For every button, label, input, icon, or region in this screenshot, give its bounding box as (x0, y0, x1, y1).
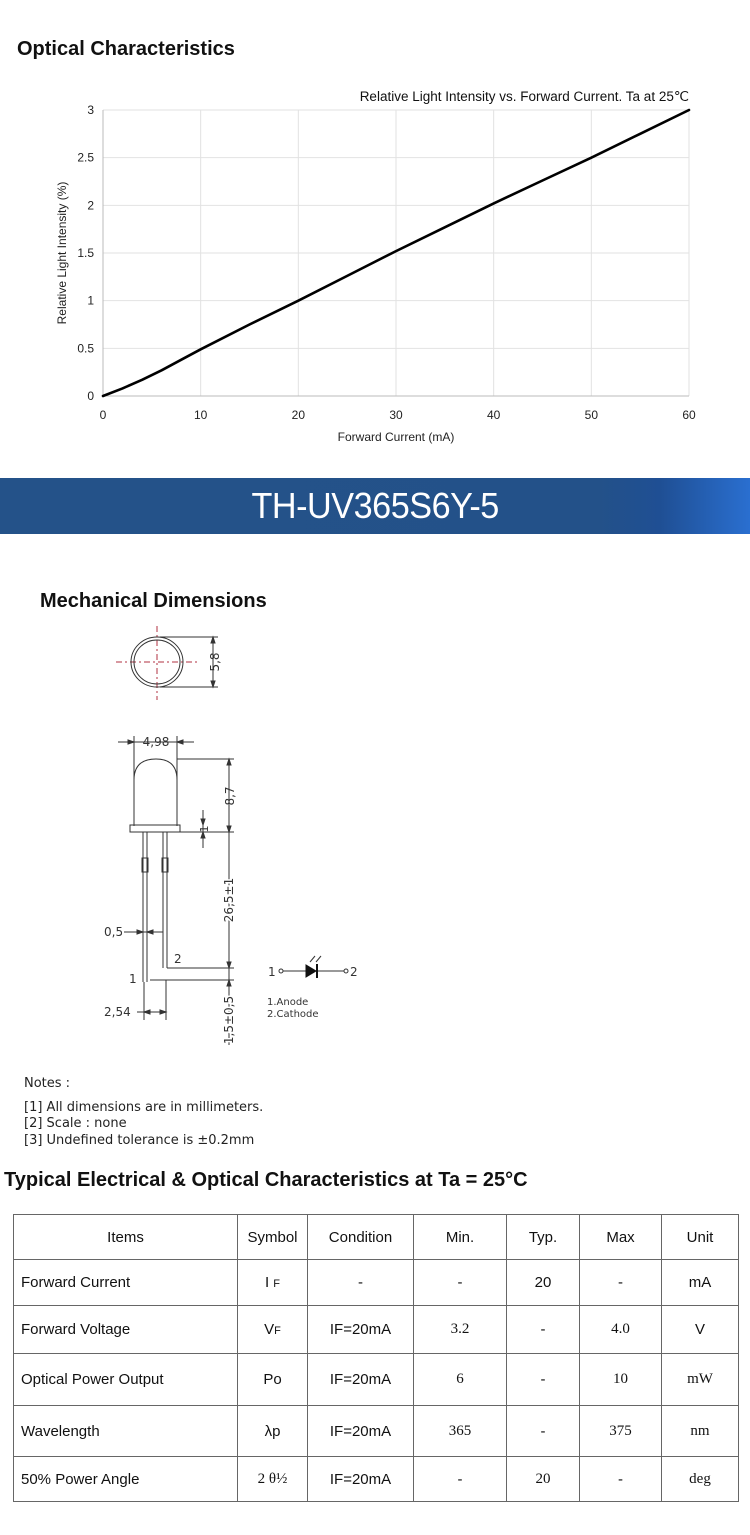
cell-condition: IF=20mA (308, 1406, 414, 1457)
cell-symbol (238, 1406, 308, 1457)
dim-lead-width: 0,5 (104, 925, 124, 939)
dim-top-diameter: 5,8 (208, 652, 222, 672)
y-tick-label: 1.5 (77, 246, 94, 260)
table-row (14, 1354, 739, 1406)
dim-body-width: 4,98 (142, 735, 170, 749)
cell-symbol (238, 1457, 308, 1502)
table-row (14, 1306, 739, 1354)
cell-condition: IF=20mA (308, 1306, 414, 1354)
header-symbol: Symbol (238, 1215, 308, 1260)
table-row (14, 1457, 739, 1502)
model-banner (0, 478, 750, 534)
table-row (14, 1260, 739, 1306)
cell-condition: - (308, 1260, 414, 1306)
mechanical-dimensions-title: Mechanical Dimensions (40, 590, 267, 612)
cell-max: - (580, 1457, 662, 1502)
symbol-subscript: o (273, 1371, 282, 1388)
header-min: Min. (414, 1215, 507, 1260)
typical-characteristics-title: Typical Electrical & Optical Characteristics at Ta = 25°C (4, 1169, 528, 1191)
cell-max: 375 (580, 1406, 662, 1457)
x-tick-label: 50 (584, 408, 599, 422)
x-tick-label: 30 (389, 408, 403, 422)
cell-min: 3.2 (414, 1306, 507, 1354)
chart-y-axis-label: Relative Light Intensity (%) (55, 181, 69, 325)
symbol-main: 2 θ½ (257, 1470, 288, 1487)
dim-flange: 1 (198, 825, 211, 833)
notes-heading: Notes : (24, 1076, 71, 1091)
cell-condition: IF=20mA (308, 1354, 414, 1406)
note-item: [1] All dimensions are in millimeters. (24, 1099, 264, 1115)
cell-item: Forward Voltage (14, 1306, 238, 1354)
note-item: [2] Scale : none (24, 1116, 127, 1131)
cell-max: 4.0 (580, 1306, 662, 1354)
intensity-vs-current-chart (0, 80, 750, 460)
dim-pin-pitch: 2,54 (104, 1005, 131, 1019)
header-max: Max (580, 1215, 662, 1260)
optical-characteristics-title: Optical Characteristics (17, 38, 235, 60)
symbol-subscript: F (273, 1278, 281, 1290)
symbol-main: λ (264, 1422, 273, 1440)
side-view-diagram (104, 735, 237, 1045)
table-header-row (14, 1215, 739, 1260)
dim-dome-height: 8,7 (223, 786, 237, 806)
schematic-legend-anode: 1.Anode (267, 997, 309, 1008)
cell-typ: 20 (507, 1260, 580, 1306)
dim-lead-offset: 1,5±0,5 (222, 995, 236, 1045)
cell-min: - (414, 1457, 507, 1502)
mechanical-drawing (90, 620, 390, 1060)
x-tick-label: 40 (486, 408, 501, 422)
cell-symbol (238, 1354, 308, 1406)
cell-item: Forward Current (14, 1260, 238, 1306)
cell-typ: - (507, 1406, 580, 1457)
schematic-legend-cathode: 2.Cathode (267, 1009, 319, 1020)
cell-min: - (414, 1260, 507, 1306)
symbol-main: P (263, 1371, 274, 1388)
schematic-pin-1: 1 (268, 965, 276, 979)
cell-item: 50% Power Angle (14, 1457, 238, 1502)
cell-symbol (238, 1260, 308, 1306)
x-tick-label: 20 (291, 408, 306, 422)
y-tick-label: 0.5 (77, 341, 94, 356)
y-tick-label: 0 (87, 389, 94, 403)
header-items: Items (14, 1215, 238, 1260)
notes-block (24, 1076, 263, 1149)
cell-item: Wavelength (14, 1406, 238, 1457)
y-tick-label: 2 (87, 198, 94, 213)
characteristics-table (13, 1214, 739, 1502)
cell-typ: - (507, 1306, 580, 1354)
header-unit: Unit (662, 1215, 739, 1260)
top-view-diagram (116, 626, 222, 700)
model-number: TH-UV365S6Y-5 (251, 485, 499, 526)
chart-y-ticks (77, 103, 94, 403)
cell-symbol (238, 1306, 308, 1354)
y-tick-label: 3 (87, 103, 94, 117)
table-row (14, 1406, 739, 1457)
cell-unit: nm (662, 1406, 739, 1457)
pin-1-label: 1 (129, 972, 137, 986)
symbol-subscript: F (274, 1325, 281, 1337)
cell-min: 365 (414, 1406, 507, 1457)
x-tick-label: 10 (193, 408, 208, 422)
cell-condition: IF=20mA (308, 1457, 414, 1502)
cell-typ: - (507, 1354, 580, 1406)
symbol-main: I (264, 1274, 270, 1291)
x-tick-label: 60 (682, 408, 696, 422)
chart-x-axis-label: Forward Current (mA) (337, 430, 455, 444)
header-condition: Condition (308, 1215, 414, 1260)
symbol-main: V (264, 1321, 275, 1338)
chart-x-ticks (100, 408, 696, 422)
dim-lead-length: 26,5±1 (222, 877, 236, 923)
cell-unit: deg (662, 1457, 739, 1502)
note-item: [3] Undefined tolerance is ±0.2mm (24, 1132, 255, 1148)
header-typ: Typ. (507, 1215, 580, 1260)
cell-typ: 20 (507, 1457, 580, 1502)
schematic-pin-2: 2 (350, 965, 358, 979)
diode-schematic (267, 956, 358, 1020)
cell-unit: mW (662, 1354, 739, 1406)
pin-2-label: 2 (174, 952, 182, 966)
symbol-subscript: p (272, 1422, 281, 1440)
y-tick-label: 2.5 (77, 150, 94, 165)
cell-item: Optical Power Output (14, 1354, 238, 1406)
cell-unit: mA (662, 1260, 739, 1306)
y-tick-label: 1 (87, 293, 94, 308)
cell-max: - (580, 1260, 662, 1306)
cell-min: 6 (414, 1354, 507, 1406)
cell-unit: V (662, 1306, 739, 1354)
x-tick-label: 0 (99, 408, 107, 422)
chart-title: Relative Light Intensity vs. Forward Current. Ta at 25℃ (359, 89, 689, 104)
cell-max: 10 (580, 1354, 662, 1406)
